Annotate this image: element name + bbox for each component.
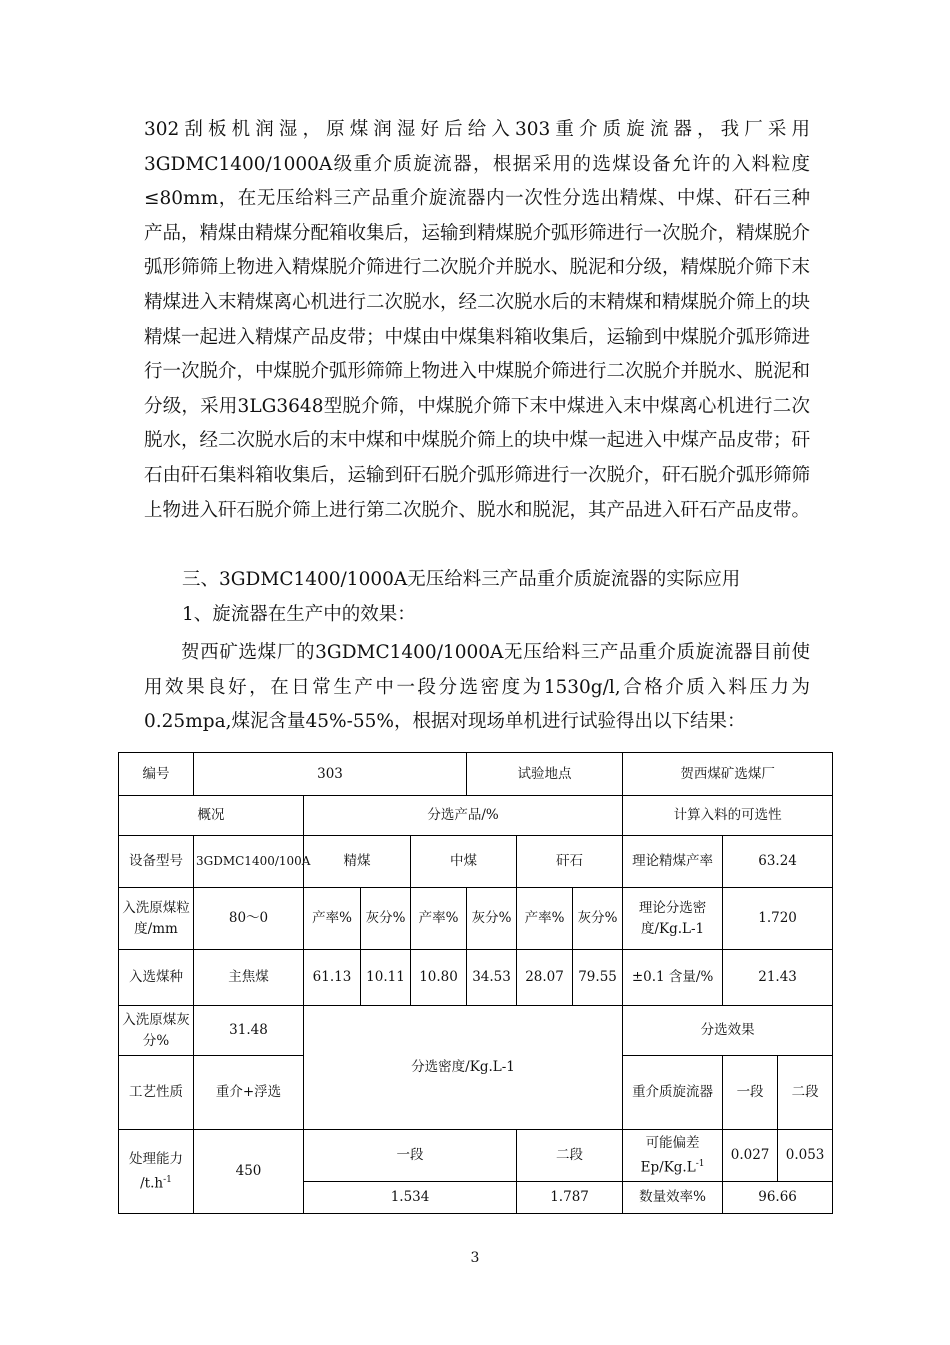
table-cell: 1.534 xyxy=(304,1182,517,1214)
table-cell: 产率% xyxy=(304,888,361,950)
table-cell: 二段 xyxy=(778,1056,833,1130)
ep-label: 可能偏差Ep/Kg.L xyxy=(640,1134,700,1176)
table-cell: 入选煤种 xyxy=(119,950,194,1006)
table-cell: 数量效率% xyxy=(623,1182,723,1214)
subsection-heading: 1、旋流器在生产中的效果： xyxy=(182,604,416,625)
table-cell: 二段 xyxy=(517,1130,623,1182)
table-cell: 450 xyxy=(194,1130,304,1214)
table-row xyxy=(119,1006,833,1056)
page-number: 3 xyxy=(470,1250,480,1266)
table-cell xyxy=(119,1130,194,1214)
section-heading: 三、3GDMC1400/1000A无压给料三产品重介质旋流器的实际应用 xyxy=(182,569,741,590)
table-cell: 精煤 xyxy=(304,836,411,888)
table-cell: 入洗原煤粒度/mm xyxy=(119,888,194,950)
table-cell: 灰分% xyxy=(361,888,411,950)
table-cell: 34.53 xyxy=(467,950,517,1006)
table-cell: 0.027 xyxy=(723,1130,778,1182)
capacity-unit-sup: -1 xyxy=(163,1174,172,1185)
table-cell: 31.48 xyxy=(194,1006,304,1056)
table-cell: 概况 xyxy=(119,796,304,836)
table-cell: 重介+浮选 xyxy=(194,1056,304,1130)
table-cell: 中煤 xyxy=(411,836,517,888)
table-row xyxy=(119,753,833,796)
table-cell: 设备型号 xyxy=(119,836,194,888)
test-results-table xyxy=(118,752,833,1214)
table-row xyxy=(119,950,833,1006)
table-row xyxy=(119,1130,833,1182)
table-cell: 1.787 xyxy=(517,1182,623,1214)
table-cell: 灰分% xyxy=(573,888,623,950)
table-cell: 工艺性质 xyxy=(119,1056,194,1130)
capacity-unit: /t.h xyxy=(140,1175,164,1192)
table-cell: 理论分选密度/Kg.L-1 xyxy=(623,888,723,950)
table-cell: 96.66 xyxy=(723,1182,833,1214)
table-cell: 分选产品/% xyxy=(304,796,623,836)
table-cell: 理论精煤产率 xyxy=(623,836,723,888)
table-cell: 0.053 xyxy=(778,1130,833,1182)
table-cell: 61.13 xyxy=(304,950,361,1006)
table-cell: 分选效果 xyxy=(623,1006,833,1056)
table-cell: 21.43 xyxy=(723,950,833,1006)
capacity-label: 处理能力 xyxy=(129,1150,183,1167)
table-cell: 3GDMC1400/100A xyxy=(194,836,304,888)
table-cell: 重介质旋流器 xyxy=(623,1056,723,1130)
table-cell: 80～0 xyxy=(194,888,304,950)
table-row xyxy=(119,888,833,950)
table-cell: 10.11 xyxy=(361,950,411,1006)
table-cell: 63.24 xyxy=(723,836,833,888)
table-row xyxy=(119,796,833,836)
table-cell: 贺西煤矿选煤厂 xyxy=(623,753,833,796)
table-cell: 分选密度/Kg.L-1 xyxy=(304,1006,623,1130)
table-cell xyxy=(623,1130,723,1182)
table-cell: 一段 xyxy=(304,1130,517,1182)
table-cell: 产率% xyxy=(411,888,467,950)
table-cell: 303 xyxy=(194,753,467,796)
body-paragraph-process: 302刮板机润湿，原煤润湿好后给入303重介质旋流器，我厂采用3GDMC1400/1000A级重介质旋流器，根据采用的选煤设备允许的入料粒度≤80mm，在无压给料三产品重介旋流器内一次性分选出精煤、中煤、矸石三种产品，精煤由精煤分配箱收集后，运输到精煤脱介弧形筛进行一次脱介，精煤脱介弧形筛筛上物进入精煤脱介筛进行二次脱介并脱水、脱泥和分级，精煤脱介筛下末精煤进入末精煤离心机进行二次脱水，经二次脱水后的末精煤和精煤脱介筛上的块精煤一起进入精煤产品皮带；中煤由中煤集料箱收集后，运输到中煤脱介弧形筛进行一次脱介，中煤脱介弧形筛筛上物进入中煤脱介筛进行二次脱介并脱水、脱泥和分级，采用3LG3648型脱介筛，中煤脱介筛下末中煤进入末中煤离心机进行二次脱水，经二次脱水后的末中煤和中煤脱介筛上的块中煤一起进入中煤产品皮带；矸石由矸石集料箱收集后，运输到矸石脱介弧形筛进行一次脱介，矸石脱介弧形筛筛上物进入矸石脱介筛上进行第二次脱介、脱水和脱泥，其产品进入矸石产品皮带。 xyxy=(144,119,811,521)
table-cell: 28.07 xyxy=(517,950,573,1006)
table-cell: 1.720 xyxy=(723,888,833,950)
table-cell: 主焦煤 xyxy=(194,950,304,1006)
table-cell: 灰分% xyxy=(467,888,517,950)
table-cell: 79.55 xyxy=(573,950,623,1006)
ep-sup: -1 xyxy=(695,1158,705,1169)
table-cell: 试验地点 xyxy=(467,753,623,796)
table-cell: 一段 xyxy=(723,1056,778,1130)
table-cell: 计算入料的可选性 xyxy=(623,796,833,836)
table-cell: 产率% xyxy=(517,888,573,950)
table-cell: 入洗原煤灰分% xyxy=(119,1006,194,1056)
body-paragraph-effect: 贺西矿选煤厂的3GDMC1400/1000A无压给料三产品重介质旋流器目前使用效果良好，在日常生产中一段分选密度为1530g/l,合格介质入料压力为0.25mpa,煤泥含量45%-55%，根据对现场单机进行试验得出以下结果： xyxy=(144,642,810,733)
table-cell: 编号 xyxy=(119,753,194,796)
table-cell: 矸石 xyxy=(517,836,623,888)
table-row xyxy=(119,836,833,888)
table-cell: ±0.1 含量/% xyxy=(623,950,723,1006)
table-cell: 10.80 xyxy=(411,950,467,1006)
